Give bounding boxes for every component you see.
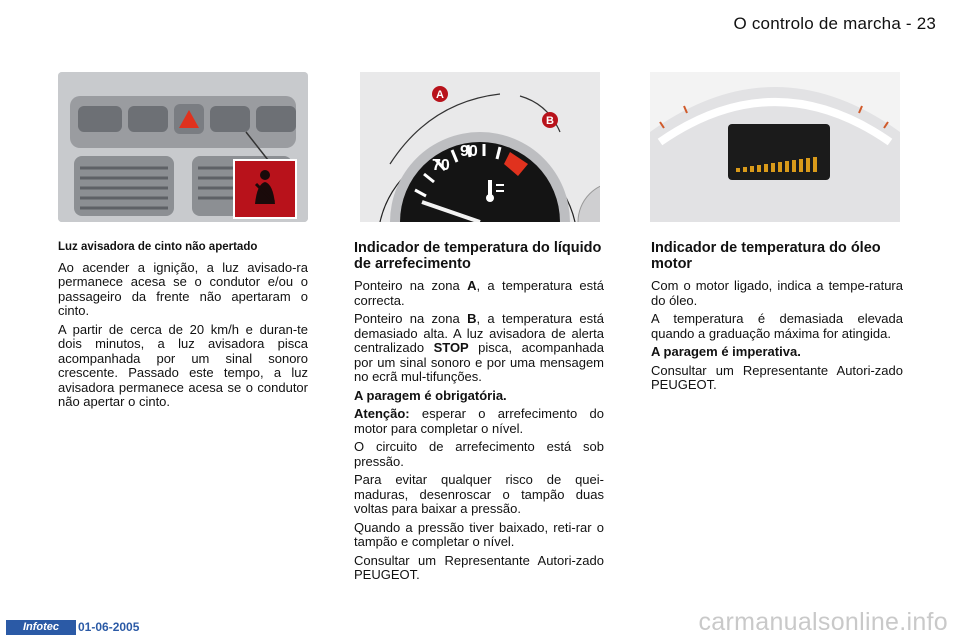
watermark: carmanualsonline.info (698, 608, 948, 636)
console-illustration (58, 72, 308, 222)
seatbelt-warning-heading: Luz avisadora de cinto não apertado (58, 241, 258, 253)
oil-temp-photo (650, 72, 900, 222)
oil-paragraph-1: Com o motor ligado, indica a tempe-ratura do óleo. (651, 278, 903, 308)
coolant-p1-pre: Ponteiro na zona (354, 278, 468, 293)
console-button-left-1 (78, 106, 122, 132)
zone-b-label: B (546, 115, 554, 127)
seatbelt-paragraph-2: A partir de cerca de 20 km/h e duran-te dois minutos, a luz avisadora pisca acompanhada por um sinal sonoro crescente. Passado este tempo, a luz avisadora permanece acesa se o condutor não apertar o cinto. (58, 321, 308, 409)
footer-date: 01-06-2005 (78, 620, 140, 634)
gauge-tick-70: 70 (432, 157, 450, 174)
coolant-p2-mid: , a temperatura está demasiado alta. A luz avisadora de alerta centralizado (354, 311, 605, 355)
infotec-logo: Infotec (6, 620, 76, 635)
oil-section-title: Indicador de temperatura do óleo motor (651, 240, 881, 272)
console-photo (58, 72, 308, 222)
coolant-paragraph-7: Quando a pressão tiver baixado, reti-rar o tampão e completar o nível. (354, 519, 604, 549)
console-button-right-2 (256, 106, 296, 132)
gauge-tick-90: 90 (460, 143, 478, 160)
coolant-section-title: Indicador de temperatura do líquido de arrefecimento (354, 240, 602, 272)
page-header: O controlo de marcha - 23 (733, 14, 936, 33)
coolant-paragraph-2 (354, 312, 604, 385)
coolant-temperature-section (354, 240, 604, 587)
coolant-p2-pre: Ponteiro na zona (354, 311, 468, 326)
coolant-attention-paragraph (354, 407, 604, 436)
oil-paragraph-2: A temperatura é demasiada elevada quando a graduação máxima for atingida. (651, 311, 903, 341)
coolant-gauge-photo (360, 72, 600, 222)
console-button-left-2 (128, 106, 168, 132)
seatbelt-warning-section (58, 240, 308, 414)
zone-a-label: A (436, 89, 444, 101)
coolant-stop-mandatory: A paragem é obrigatória. (354, 387, 507, 403)
coolant-p1-zone: A (467, 278, 477, 293)
oil-stop-imperative: A paragem é imperativa. (651, 344, 801, 359)
coolant-paragraph-6: Para evitar qualquer risco de quei-maduras, desenroscar o tampão duas voltas para baixar a pressão. (354, 472, 604, 516)
oil-temperature-section (651, 240, 903, 397)
console-button-right-1 (210, 106, 250, 132)
coolant-p2-stop: STOP (433, 340, 469, 355)
coolant-gauge-illustration (360, 72, 600, 222)
coolant-p2-zone: B (467, 311, 477, 326)
coolant-paragraph-1 (354, 279, 604, 308)
coolant-paragraph-8: Consultar um Representante Autori-zado PEUGEOT. (354, 552, 604, 582)
coolant-p1-post: , a temperatura está correcta. (354, 278, 605, 308)
coolant-attention-text: esperar o arrefecimento do motor para completar o nível. (354, 406, 604, 436)
oil-temp-illustration (650, 72, 900, 222)
coolant-paragraph-5: O circuito de arrefecimento está sob pressão. (354, 439, 604, 469)
coolant-p2-post: pisca, acompanhada por um sinal sonoro e por uma mensagem no ecrã mul-tifunções. (354, 340, 604, 384)
seatbelt-paragraph-1: Ao acender a ignição, a luz avisado-ra permanece acesa se o condutor e/ou o passageiro da frente não apertaram o cinto. (58, 259, 308, 318)
coolant-attention-label: Atenção: (354, 406, 410, 421)
oil-paragraph-4: Consultar um Representante Autori-zado PEUGEOT. (651, 362, 903, 392)
